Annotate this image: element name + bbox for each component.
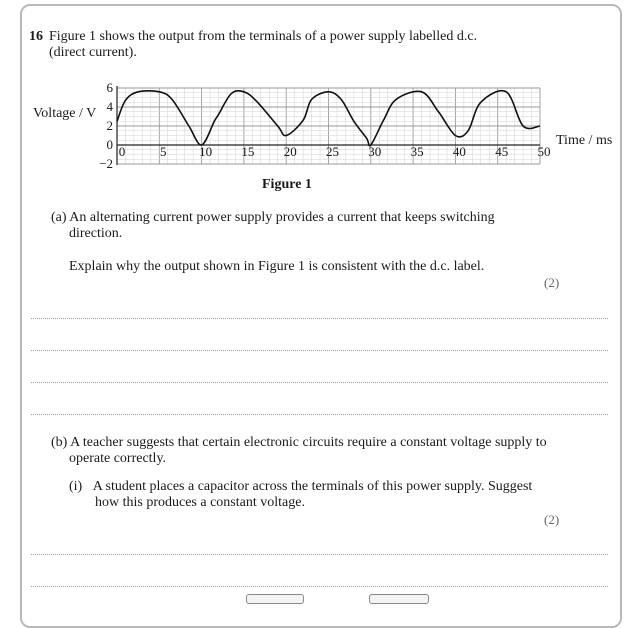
x-tick-label: 15 [241,144,255,159]
x-tick-label: 5 [160,144,167,159]
x-tick-label: 35 [410,144,424,159]
x-tick-label: 0 [118,144,126,159]
y-tick-label: 6 [106,80,113,95]
answer-line-a-2[interactable] [31,350,608,351]
x-tick-label: 20 [283,144,297,159]
part-a-marks: (2) [544,275,560,290]
x-tick-label: 10 [199,144,213,159]
y-tick-label: 2 [106,118,113,133]
part-b-text-1: A teacher suggests that certain electronic circuits require a constant voltage supply to [70,435,547,450]
part-b-i-marks: (2) [544,512,560,527]
part-a-instruction: Explain why the output shown in Figure 1 is consistent with the d.c. label. [69,259,485,274]
part-b-text-2: operate correctly. [69,451,167,466]
part-b-i-text-1: A student places a capacitor across the terminals of this power supply. Suggest [92,479,533,494]
part-b-i-label: (i) [69,479,83,494]
page-tab-left[interactable] [246,594,304,604]
question-number: 16 [29,29,43,44]
figure-caption: Figure 1 [262,177,312,192]
x-tick-label: 40 [452,144,466,159]
x-axis-label: Time / ms [556,133,613,148]
part-a-text-2: direction. [69,226,123,241]
page-tab-right[interactable] [369,594,429,604]
part-b-i [69,479,532,511]
part-b-label: (b) [51,435,68,450]
question-text-2: (direct current). [49,45,137,60]
part-a-label: (a) [51,210,67,225]
y-axis-label: Voltage / V [33,106,97,121]
x-tick-label: 30 [368,144,382,159]
y-tick-label: 0 [106,137,113,152]
answer-line-b-2[interactable] [31,586,608,587]
answer-line-a-4[interactable] [31,414,608,415]
x-tick-label: 45 [495,144,509,159]
part-a-text-1: An alternating current power supply provides a current that keeps switching [69,210,495,225]
part-a-stem [51,210,495,242]
answer-line-a-3[interactable] [31,382,608,383]
part-b-stem [51,435,547,467]
part-b-i-text-2: how this produces a constant voltage. [95,495,305,510]
y-tick-label: 4 [106,99,113,114]
question-text-1: Figure 1 shows the output from the terminals of a power supply labelled d.c. [49,29,478,44]
answer-line-a-1[interactable] [31,318,608,319]
y-tick-label: −2 [99,156,113,171]
x-tick-label: 25 [326,144,339,159]
x-tick-label: 50 [537,144,551,159]
answer-line-b-1[interactable] [31,554,608,555]
